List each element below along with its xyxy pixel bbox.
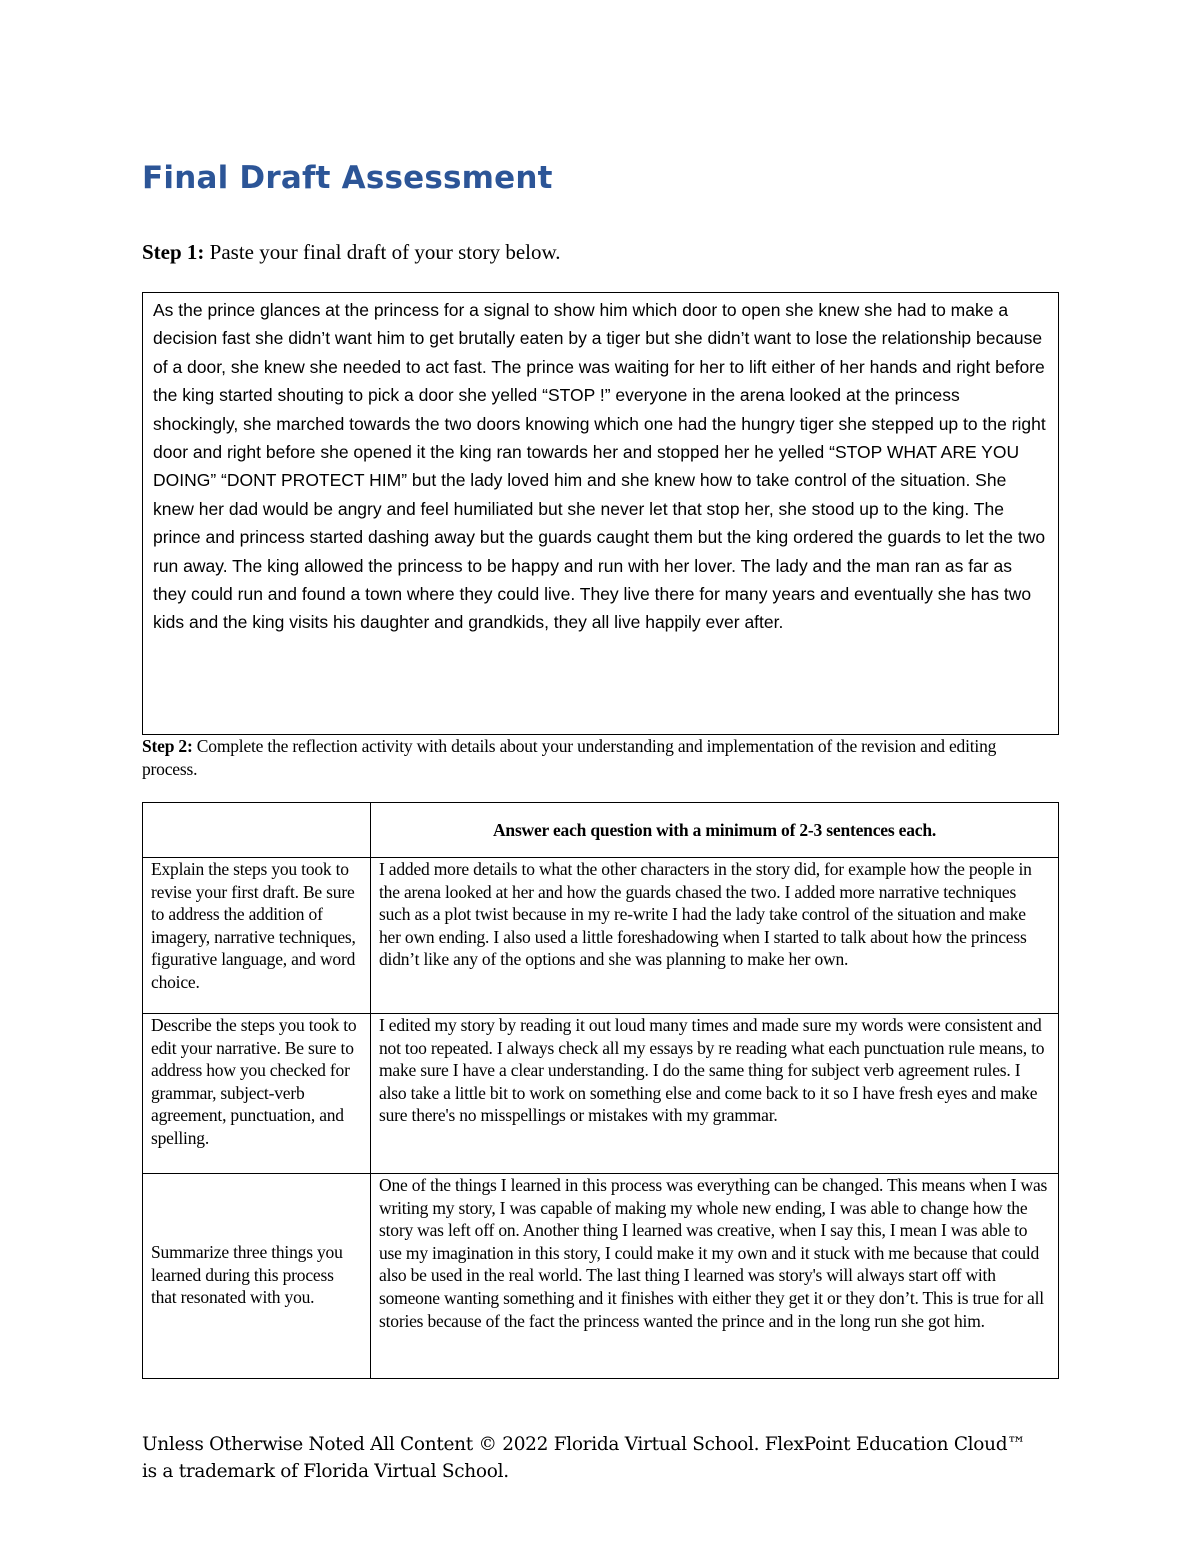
step2-text: Complete the reflection activity with details about your understanding and implementation of the revision and editing process. [142, 736, 997, 779]
step2-instruction [142, 735, 1052, 780]
table-header-row [143, 803, 1059, 858]
header-empty-cell [143, 803, 371, 858]
story-text: As the prince glances at the princess for a signal to show him which door to open she knew she had to make a decision fast she didn’t want him to get brutally eaten by a tiger but she didn’t want to lose the relationship because of a door, she knew she needed to act fast. The prince was waiting for her to lift either of her hands and right before the king started shouting to pick a door she yelled “STOP !” everyone in the arena looked at the princess shockingly, she marched towards the two doors knowing which one had the hungry tiger she stepped up to the right door and right before she opened it the king ran towards her and stopped her he yelled “STOP WHAT ARE YOU DOING” “DONT PROTECT HIM” but the lady loved him and she knew how to take control of the situation. She knew her dad would be angry and feel humiliated but she never let that stop her, she stood up to the king. The prince and princess started dashing away but the guards caught them but the king ordered the guards to let the two run away. The king allowed the princess to be happy and run with her lover. The lady and the man ran as far as they could run and found a town where they could live. They live there for many years and eventually she has two kids and the king visits his daughter and grandkids, they all live happily ever after. [153, 300, 1046, 633]
step1-text: Paste your final draft of your story below. [204, 240, 561, 264]
question-summarize: Summarize three things you learned during this process that resonated with you. [143, 1174, 371, 1379]
page-title: Final Draft Assessment [142, 160, 553, 196]
table-header: Answer each question with a minimum of 2-3 sentences each. [371, 803, 1059, 858]
table-row [143, 1174, 1059, 1379]
step1-instruction [142, 240, 561, 265]
table-row [143, 858, 1059, 1014]
question-edit: Describe the steps you took to edit your narrative. Be sure to address how you checked for grammar, subject-verb agreement, punctuation, and spelling. [143, 1014, 371, 1174]
table-row [143, 1014, 1059, 1174]
step1-label: Step 1: [142, 240, 205, 264]
step2-label: Step 2: [142, 736, 193, 756]
answer-summarize[interactable]: One of the things I learned in this process was everything can be changed. This means when I was writing my story, I was capable of making my whole new ending, I was able to change how the story was left off on. Another thing I learned was creative, when I say this, I mean I was able to use my imagination in this story, I could make it my own and it stuck with me because that could also be used in the real world. The last thing I learned was story's will always start off with someone wanting something and it finishes with either they get it or they don’t. This is true for all stories because of the fact the princess wanted the prince and in the long run she got him. [371, 1174, 1059, 1379]
copyright-footer: Unless Otherwise Noted All Content © 2022 Florida Virtual School. FlexPoint Education Cloud™ is a trademark of Florida Virtual School. [142, 1434, 1026, 1482]
reflection-table [142, 802, 1059, 1379]
answer-revise[interactable]: I added more details to what the other characters in the story did, for example how the people in the arena looked at her and how the guards chased the two. I added more narrative techniques such as a plot twist because in my re-write I had the lady take control of the situation and make her own ending. I also used a little foreshadowing when I started to talk about how the princess didn’t like any of the options and she was planning to make her own. [371, 858, 1059, 1014]
answer-edit[interactable]: I edited my story by reading it out loud many times and made sure my words were consistent and not too repeated. I always check all my essays by re reading what each punctuation rule means, to make sure I have a clear understanding. I do the same thing for subject verb agreement rules. I also take a little bit to work on something else and come back to it so I have fresh eyes and make sure there's no misspellings or mistakes with my grammar. [371, 1014, 1059, 1174]
question-revise: Explain the steps you took to revise your first draft. Be sure to address the addition of imagery, narrative techniques, figurative language, and word choice. [143, 858, 371, 1014]
story-textbox[interactable] [142, 292, 1059, 735]
